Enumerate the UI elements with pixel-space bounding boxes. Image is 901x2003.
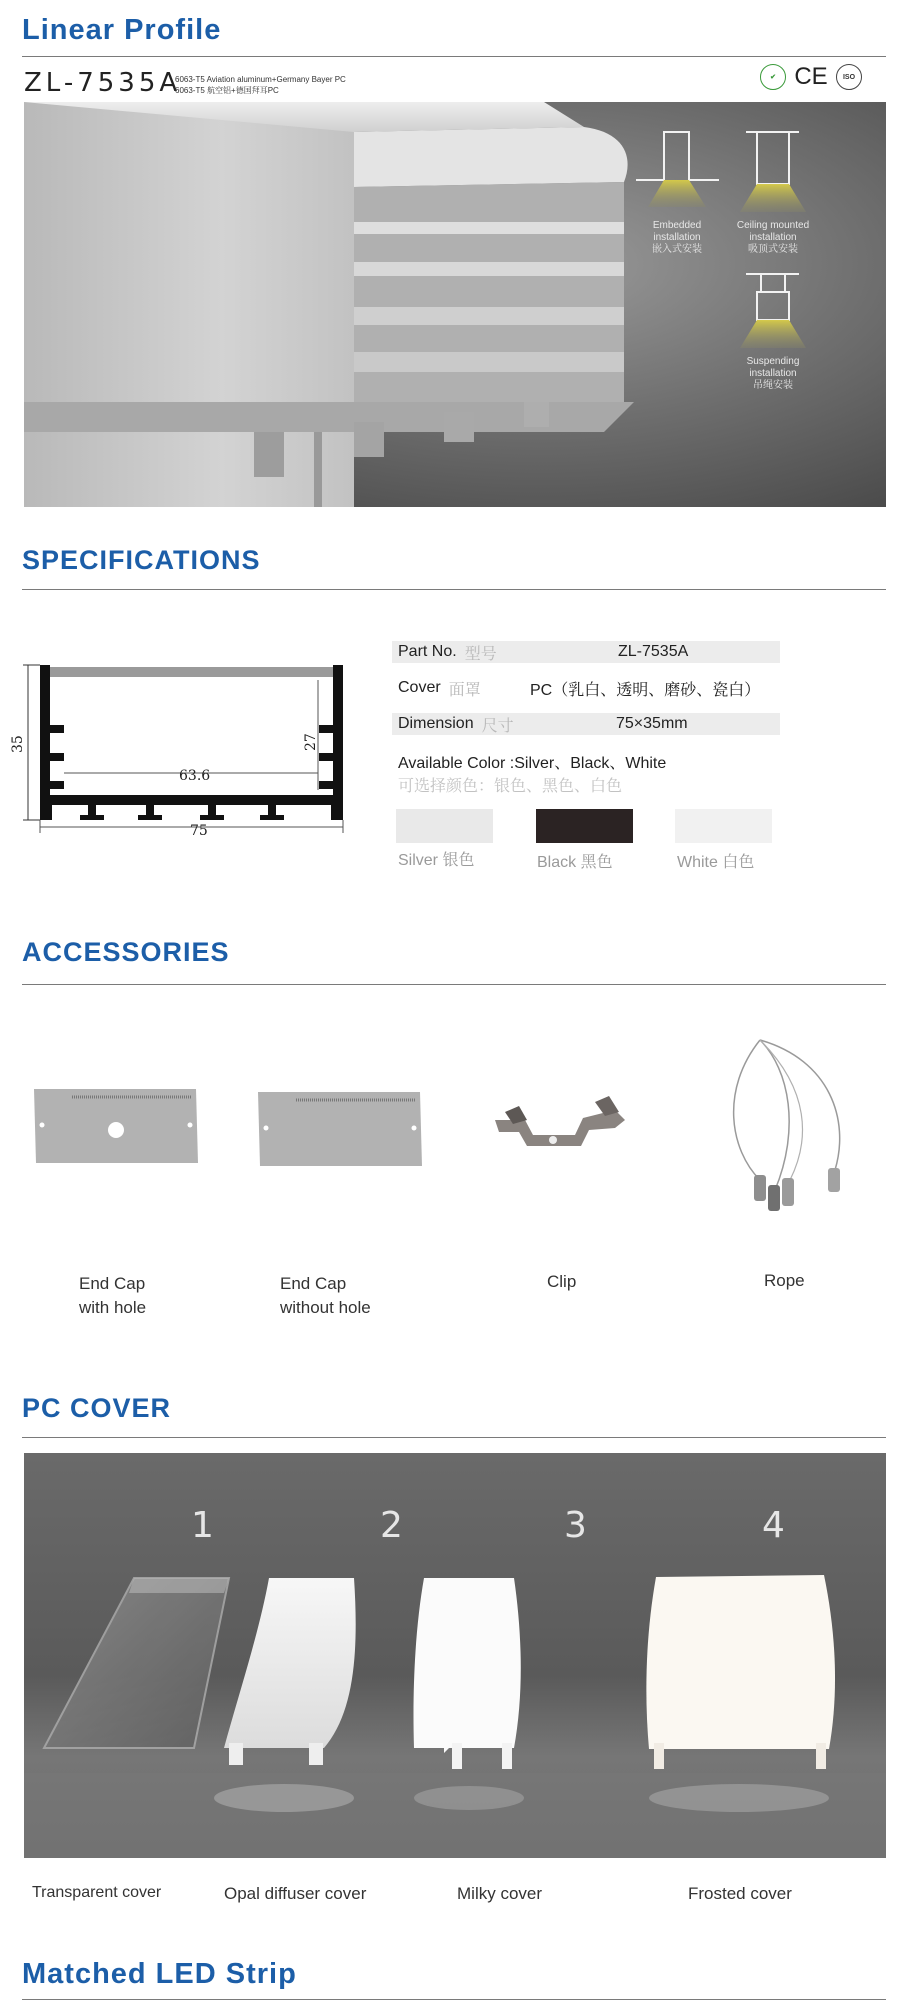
spec-row-cover — [392, 677, 780, 699]
profile-cross-section-diagram — [10, 655, 363, 839]
pc-cover-divider — [22, 1437, 886, 1438]
pc-cover-photo — [24, 1453, 886, 1858]
inst-label-line: Embedded — [652, 220, 702, 231]
dimension-height-label: 35 — [10, 735, 26, 753]
certification-logos — [760, 62, 862, 92]
available-color-text: Available Color :Silver、Black、White — [398, 755, 667, 772]
spec-value: 75×35mm — [616, 715, 688, 732]
swatch-label-white: White 白色 — [677, 854, 755, 871]
cover-number-3: 3 — [564, 1505, 587, 1546]
suspending-installation-label — [724, 356, 822, 392]
accessories-divider — [22, 984, 886, 985]
aluminum-profile-illustration — [24, 102, 886, 507]
end-cap-without-hole-image — [256, 1088, 424, 1168]
spec-key-cn: 尺寸 — [481, 717, 514, 735]
accessory-label-line: Rope — [764, 1271, 805, 1290]
iso-icon: ISO — [836, 64, 862, 90]
cover-number-2: 2 — [380, 1505, 403, 1546]
profile-hero-image — [24, 102, 886, 507]
pc-cover-heading: PC COVER — [22, 1393, 172, 1423]
accessory-label-clip — [547, 1270, 576, 1294]
ce-icon: CE — [794, 63, 828, 90]
matched-led-strip-heading: Matched LED Strip — [22, 1958, 297, 1990]
accessory-label-end-cap-without-hole — [280, 1272, 371, 1320]
accessory-label-line: End Cap — [79, 1274, 146, 1293]
suspending-installation-icon — [746, 274, 799, 320]
swatch-silver — [396, 809, 493, 843]
inst-label-line: installation — [653, 232, 701, 243]
specifications-divider — [22, 589, 886, 590]
inst-label-line: installation — [749, 368, 797, 379]
cover-label-transparent: Transparent cover — [32, 1884, 162, 1901]
spec-key-cn: 面罩 — [448, 681, 481, 699]
dimension-inner-width-label: 63.6 — [179, 768, 211, 784]
dimension-inner-height-label: 27 — [303, 733, 319, 751]
spec-row-dimension — [392, 713, 780, 735]
inst-label-line: Ceiling mounted — [736, 220, 810, 231]
cover-number-4: 4 — [762, 1505, 785, 1546]
page-title: Linear Profile — [22, 14, 222, 46]
material-line-cn: 6063-T5 航空铝+德国拜耳PC — [175, 86, 279, 95]
cover-label-frosted: Frosted cover — [688, 1884, 792, 1903]
swatch-black — [536, 809, 633, 843]
pc-covers-illustration — [24, 1453, 886, 1858]
accessories-heading: ACCESSORIES — [22, 937, 230, 967]
spec-row-part-no — [392, 641, 780, 663]
accessory-label-line: Clip — [547, 1272, 577, 1291]
accessory-label-end-cap-with-hole — [79, 1272, 146, 1320]
accessory-label-line: with hole — [79, 1298, 147, 1317]
spec-key: Part No. — [398, 643, 457, 660]
spec-key-cn: 型号 — [464, 645, 497, 663]
led-strip-divider — [22, 1999, 886, 2000]
material-line-en: 6063-T5 Aviation aluminum+Germany Bayer PC — [175, 75, 346, 84]
spec-value: PC（乳白、透明、磨砂、瓷白） — [530, 681, 761, 699]
swatch-label-black: Black 黑色 — [537, 854, 613, 871]
accessory-label-rope — [764, 1269, 805, 1293]
ceiling-mounted-installation-label — [724, 220, 822, 256]
rope-image — [720, 1030, 860, 1220]
embedded-installation-label — [629, 220, 725, 256]
inst-label-cn: 吊绳安装 — [753, 380, 793, 391]
dimension-width-label: 75 — [190, 823, 208, 839]
cover-label-opal-diffuser: Opal diffuser cover — [224, 1884, 367, 1903]
spec-key: Cover — [398, 679, 441, 696]
spec-value: ZL-7535A — [618, 643, 689, 660]
inst-label-line: installation — [749, 232, 797, 243]
end-cap-with-hole-image — [32, 1085, 200, 1165]
model-number: ZL-7535A — [24, 68, 182, 98]
inst-label-line: Suspending — [746, 356, 800, 367]
cover-number-1: 1 — [191, 1505, 214, 1546]
clip-image — [485, 1080, 635, 1160]
rohs-icon: ✔ — [760, 64, 786, 90]
swatch-white — [675, 809, 772, 843]
available-color-text-cn: 可选择颜色：银色、黑色、白色 — [398, 778, 623, 795]
cover-label-milky: Milky cover — [457, 1884, 543, 1903]
accessory-label-line: End Cap — [280, 1274, 347, 1293]
ceiling-mounted-installation-icon — [746, 132, 799, 184]
specifications-heading: SPECIFICATIONS — [22, 545, 261, 575]
inst-label-cn: 嵌入式安装 — [652, 244, 702, 255]
material-description — [175, 74, 346, 96]
inst-label-cn: 吸顶式安装 — [748, 244, 798, 255]
accessory-label-line: without hole — [280, 1298, 371, 1317]
header-divider — [22, 56, 886, 57]
spec-key: Dimension — [398, 715, 474, 732]
swatch-label-silver: Silver 银色 — [398, 852, 475, 869]
embedded-installation-icon — [636, 132, 719, 180]
